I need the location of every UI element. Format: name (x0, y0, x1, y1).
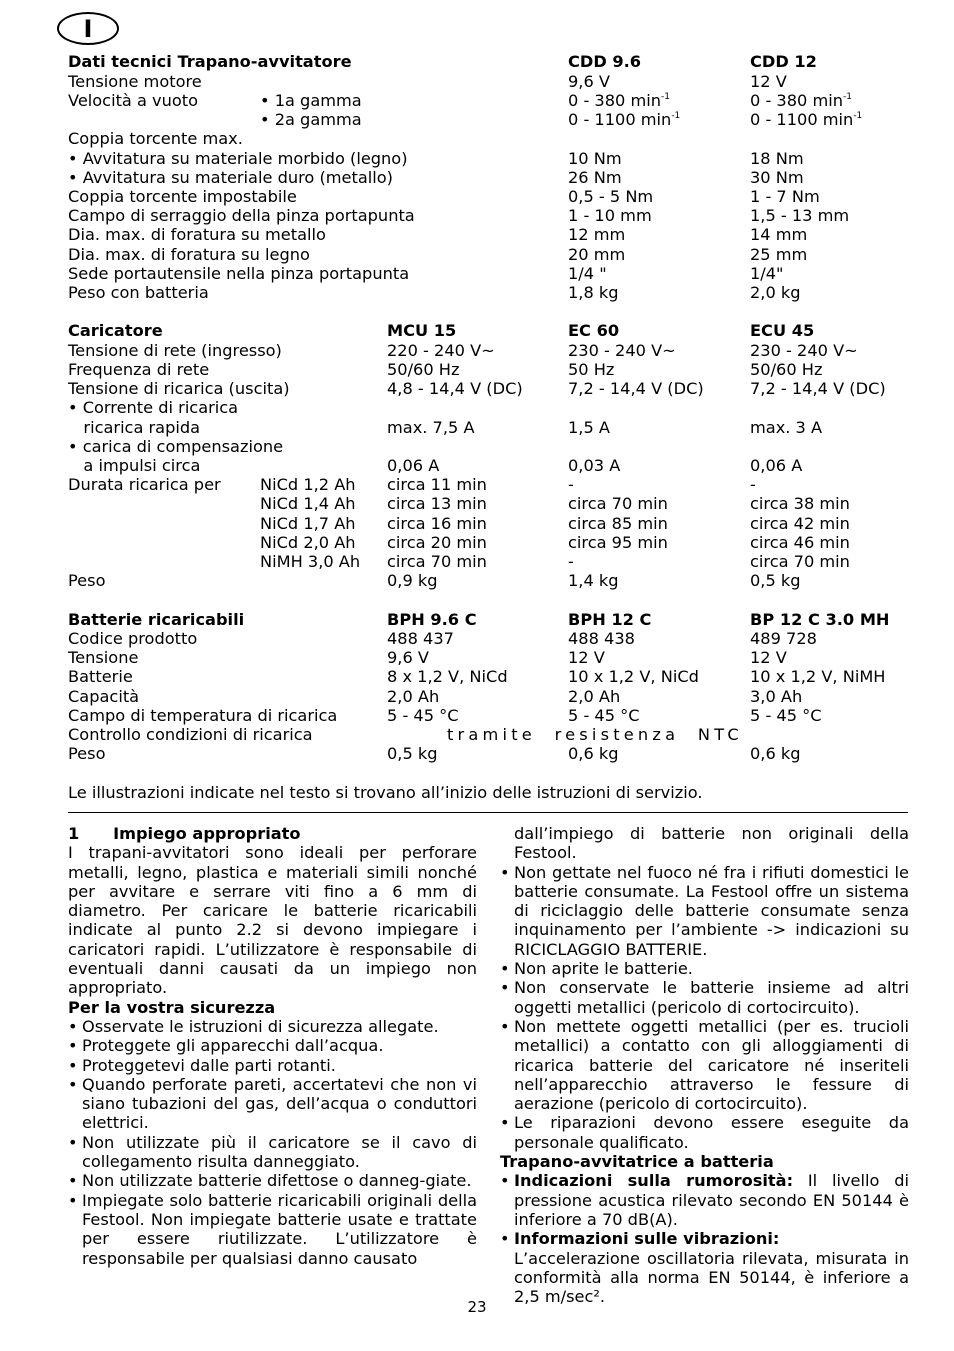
list-item: • Non mettete oggetti metallici (per es. trucioli metallici) a contatto con gli alloggiamenti di ricarica batterie del caricatore né inseriteli nell’apparecchio attraverso le fessure di aerazione (pericolo di cortocircuito). (500, 1017, 909, 1113)
charger-row-v2: - (568, 552, 574, 571)
tech-row-v1: 1/4 " (568, 264, 607, 283)
tech-row-v1: 0 - 1100 $\min^{-1}$ (568, 110, 681, 129)
charger-row-v1: circa 11 min (387, 475, 487, 494)
battery-col-bp12c30mh: BP 12 C 3.0 MH (750, 610, 890, 629)
tech-row-v2: 1/4" (750, 264, 784, 283)
charger-row-v3: circa 70 min (750, 552, 850, 571)
charger-row-v2: circa 85 min (568, 514, 668, 533)
tech-row-v2: 18 Nm (750, 149, 804, 168)
charger-row-v1: 0,9 kg (387, 571, 438, 590)
tech-row-v1: 0,5 - 5 Nm (568, 187, 654, 206)
safety-heading: Per la vostra sicurezza (68, 997, 276, 1017)
tech-row-v1: 1 - 10 mm (568, 206, 652, 225)
battery-row-v3: 12 V (750, 648, 787, 667)
charger-row-v2: 0,03 A (568, 456, 621, 475)
charger-row-v1: circa 13 min (387, 494, 487, 513)
right-column (500, 824, 909, 1306)
vibration-item (500, 1229, 909, 1306)
left-column (68, 824, 477, 1268)
charger-row-label: • carica di compensazione (68, 437, 284, 456)
charger-row-v3: max. 3 A (750, 418, 823, 437)
charger-row-v3: 0,06 A (750, 456, 803, 475)
tech-row-label: Velocità a vuoto (68, 91, 199, 110)
charger-col-ec60: EC 60 (568, 321, 620, 340)
charger-row-v2: 50 Hz (568, 360, 615, 379)
tech-row-v1: 9,6 V (568, 72, 610, 91)
charger-col-mcu15: MCU 15 (387, 321, 457, 340)
list-item: • Impiegate solo batterie ricaricabili originali della Festool. Non impiegate batterie usate e trattate per essere riutilizzate. L’utilizzatore è responsabile per qualsiasi danno causato (68, 1191, 477, 1268)
tech-row-v2: 2,0 kg (750, 283, 801, 302)
tech-row-v2: 0 - 380 $\min^{-1}$ (750, 91, 852, 110)
section-heading: 1 Impiego appropriato (68, 824, 301, 843)
charger-row-label: ricarica rapida (68, 418, 201, 437)
battery-col-bph12c: BPH 12 C (568, 610, 652, 629)
continuation-text: dall’impiego di batterie non originali della Festool. (514, 824, 909, 863)
battery-row-label: Campo di temperatura di ricarica (68, 706, 338, 725)
list-item: • Non utilizzate batterie difettose o danneg-giate. (68, 1171, 477, 1190)
charger-row-sub: NiCd 1,7 Ah (260, 514, 356, 533)
tech-title: Dati tecnici Trapano-avvitatore (68, 52, 352, 71)
tech-row-label: Tensione motore (68, 72, 202, 91)
charger-row-sub: NiCd 2,0 Ah (260, 533, 356, 552)
battery-row-v1: 9,6 V (387, 648, 429, 667)
list-item: • Osservate le istruzioni di sicurezza allegate. (68, 1017, 477, 1036)
intro-paragraph: I trapani-avvitatori sono ideali per perforare metalli, legno, plastica e materiali simili nonché per avvitare e serrare viti fino a 6 mm di diametro. Per caricare le batterie ricaricabili indicate al punto 2.2 si devono impiegare i caricatori rapidi. L’utilizzatore è responsabile di eventuali danni causati da un impiego non appropriato. (68, 843, 477, 998)
charger-row-v2: 7,2 - 14,4 V (DC) (568, 379, 704, 398)
battery-control-value: tramite resistenza NTC (447, 725, 743, 744)
battery-row-v3: 3,0 Ah (750, 687, 803, 706)
tech-row-v1: 20 mm (568, 245, 626, 264)
charger-col-ecu45: ECU 45 (750, 321, 815, 340)
battery-row-v1: 488 437 (387, 629, 454, 648)
charger-row-sub: NiCd 1,2 Ah (260, 475, 356, 494)
charger-row-v3: 230 - 240 V~ (750, 341, 858, 360)
tech-row-v1: 10 Nm (568, 149, 622, 168)
tech-row-v2: 25 mm (750, 245, 808, 264)
tech-row-v2: 14 mm (750, 225, 808, 244)
list-item: • Proteggete gli apparecchi dall’acqua. (68, 1036, 477, 1055)
battery-safety-list (500, 863, 909, 1152)
battery-row-v2: 2,0 Ah (568, 687, 621, 706)
battery-row-v2: 10 x 1,2 V, NiCd (568, 667, 699, 686)
charger-row-v2: - (568, 475, 574, 494)
charger-row-v2: circa 70 min (568, 494, 668, 513)
tech-row-label: Peso con batteria (68, 283, 209, 302)
noise-item (500, 1171, 909, 1229)
battery-row-label: Codice prodotto (68, 629, 198, 648)
tech-col-cdd12: CDD 12 (750, 52, 817, 71)
safety-list (68, 1017, 477, 1268)
tech-row-v2: 1 - 7 Nm (750, 187, 820, 206)
list-item: • Non utilizzate più il caricatore se il cavo di collegamento risulta danneggiato. (68, 1133, 477, 1172)
charger-row-v2: circa 95 min (568, 533, 668, 552)
battery-weight-v1: 0,5 kg (387, 744, 438, 763)
charger-row-v1: 50/60 Hz (387, 360, 460, 379)
section-divider (68, 812, 908, 813)
charger-row-sub: NiCd 1,4 Ah (260, 494, 356, 513)
battery-row-label: Tensione (68, 648, 139, 667)
battery-row-v1: 5 - 45 °C (387, 706, 459, 725)
battery-row-v3: 5 - 45 °C (750, 706, 822, 725)
charger-row-v3: circa 42 min (750, 514, 850, 533)
noise-label: Indicazioni sulla rumorosità: (514, 1171, 794, 1191)
charger-row-v1: circa 20 min (387, 533, 487, 552)
charger-row-label: Peso (68, 571, 106, 590)
charger-row-v3: circa 38 min (750, 494, 850, 513)
battery-row-v2: 12 V (568, 648, 605, 667)
battery-col-bph96c: BPH 9.6 C (387, 610, 477, 629)
battery-row-v1: 8 x 1,2 V, NiCd (387, 667, 508, 686)
battery-weight-v2: 0,6 kg (568, 744, 619, 763)
battery-weight-label: Peso (68, 744, 106, 763)
tech-row-label: • Avvitatura su materiale duro (metallo) (68, 168, 393, 187)
language-badge: I (57, 12, 119, 45)
tech-row-label: Sede portautensile nella pinza portapunta (68, 264, 410, 283)
charger-row-v1: circa 16 min (387, 514, 487, 533)
emission-list (500, 1171, 909, 1306)
battery-row-v2: 5 - 45 °C (568, 706, 640, 725)
tech-row-v2: 1,5 - 13 mm (750, 206, 850, 225)
charger-row-label: Frequenza di rete (68, 360, 210, 379)
tech-row-v1: 12 mm (568, 225, 626, 244)
charger-row-v3: 0,5 kg (750, 571, 801, 590)
list-item: • Non conservate le batterie insieme ad altri oggetti metallici (pericolo di cortocircuito). (500, 978, 909, 1017)
battery-row-v1: 2,0 Ah (387, 687, 440, 706)
battery-weight-v3: 0,6 kg (750, 744, 801, 763)
illustration-note: Le illustrazioni indicate nel testo si trovano all’inizio delle istruzioni di servizio. (68, 783, 703, 802)
charger-row-sub: NiMH 3,0 Ah (260, 552, 361, 571)
battery-row-v2: 488 438 (568, 629, 635, 648)
charger-row-v1: 220 - 240 V~ (387, 341, 495, 360)
tech-row-label: Campo di serraggio della pinza portapunta (68, 206, 415, 225)
tech-row-sub: • 2a gamma (260, 110, 362, 129)
charger-row-v1: 0,06 A (387, 456, 440, 475)
tech-row-label: Dia. max. di foratura su metallo (68, 225, 326, 244)
charger-row-v3: 50/60 Hz (750, 360, 823, 379)
charger-row-v2: 230 - 240 V~ (568, 341, 676, 360)
charger-row-v1: max. 7,5 A (387, 418, 475, 437)
charger-row-label: Tensione di rete (ingresso) (68, 341, 282, 360)
tech-row-v2: 12 V (750, 72, 787, 91)
list-item: • Non aprite le batterie. (500, 959, 909, 978)
battery-row-v3: 10 x 1,2 V, NiMH (750, 667, 886, 686)
tech-row-v1: 26 Nm (568, 168, 622, 187)
tech-row-v1: 1,8 kg (568, 283, 619, 302)
tech-row-label: Coppia torcente max. (68, 129, 243, 148)
charger-row-v3: circa 46 min (750, 533, 850, 552)
list-item: • Proteggetevi dalle parti rotanti. (68, 1056, 477, 1075)
vibration-label: Informazioni sulle vibrazioni: (514, 1229, 780, 1249)
charger-row-label: Durata ricarica per (68, 475, 221, 494)
tech-row-v2: 30 Nm (750, 168, 804, 187)
list-item: • Non gettate nel fuoco né fra i rifiuti domestici le batterie consumate. La Festool offre un sistema di riciclaggio delle batterie consumate senza inquinamento per l’ambiente -> indicazioni su RICICLAGGIO BATTERIE. (500, 863, 909, 959)
list-item: • Quando perforate pareti, accertatevi che non vi siano tubazioni del gas, dell’acqua o conduttori elettrici. (68, 1075, 477, 1133)
battery-row-label: Batterie (68, 667, 133, 686)
drill-heading: Trapano-avvitatrice a batteria (500, 1152, 774, 1172)
tech-row-v1: 0 - 380 $\min^{-1}$ (568, 91, 670, 110)
tech-row-label: • Avvitatura su materiale morbido (legno) (68, 149, 408, 168)
tech-row-v2: 0 - 1100 $\min^{-1}$ (750, 110, 863, 129)
charger-row-label: a impulsi circa (68, 456, 201, 475)
tech-row-sub: • 1a gamma (260, 91, 362, 110)
charger-row-v1: 4,8 - 14,4 V (DC) (387, 379, 523, 398)
page-number: 23 (467, 1298, 487, 1316)
charger-row-label: Tensione di ricarica (uscita) (68, 379, 290, 398)
charger-row-label: • Corrente di ricarica (68, 398, 239, 417)
charger-title: Caricatore (68, 321, 163, 340)
list-item: • Le riparazioni devono essere eseguite da personale qualificato. (500, 1113, 909, 1152)
charger-row-v3: 7,2 - 14,4 V (DC) (750, 379, 886, 398)
battery-row-label: Capacità (68, 687, 140, 706)
tech-col-cdd96: CDD 9.6 (568, 52, 642, 71)
charger-row-v3: - (750, 475, 756, 494)
tech-row-label: Coppia torcente impostabile (68, 187, 297, 206)
battery-control-label: Controllo condizioni di ricarica (68, 725, 313, 744)
vibration-text: L’accelerazione oscillatoria rilevata, misurata in conformità alla norma EN 50144, è inferiore a 2,5 m/sec². (514, 1248, 909, 1307)
charger-row-v2: 1,4 kg (568, 571, 619, 590)
battery-row-v3: 489 728 (750, 629, 817, 648)
battery-title: Batterie ricaricabili (68, 610, 245, 629)
noise-text: Il livello di pressione acustica rilevato secondo EN 50144 è inferiore a 70 dB(A). (514, 1171, 909, 1229)
charger-row-v2: 1,5 A (568, 418, 610, 437)
charger-row-v1: circa 70 min (387, 552, 487, 571)
tech-row-label: Dia. max. di foratura su legno (68, 245, 310, 264)
